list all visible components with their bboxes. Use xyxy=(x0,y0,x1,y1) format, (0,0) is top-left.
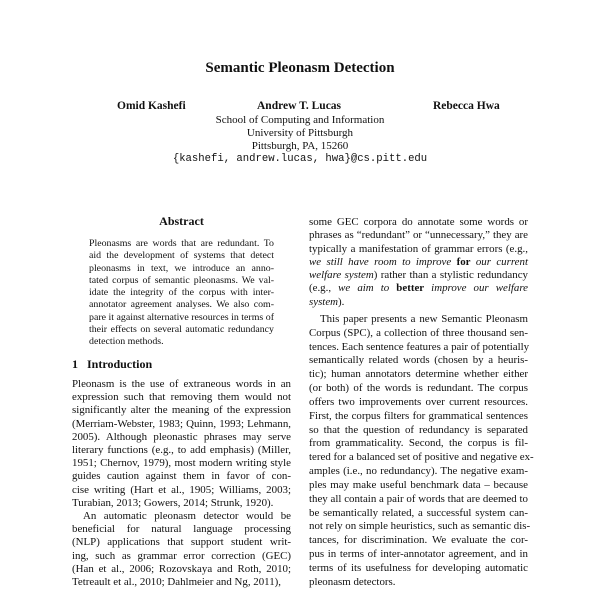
text-line: First, the corpus filters for grammatical sentences xyxy=(309,409,528,422)
text-line: (Merriam-Webster, 1983; Quinn, 1993; Lehmann, xyxy=(72,417,291,430)
text-span: ). xyxy=(338,295,345,308)
text-line: from grammaticality. Second, the corpus is fil- xyxy=(309,437,528,450)
text-line: not rely on simple heuristics, such as semantic dis- xyxy=(309,520,531,533)
text-line: Corpus (SPC), a collection of three thousand sen- xyxy=(309,326,528,339)
text-line: expression such that removing them would not xyxy=(72,391,291,404)
text-line: be semantically related, a successful system can- xyxy=(309,506,528,519)
text-line: (Han et al., 2006; Rozovskaya and Roth, 2010; xyxy=(72,562,291,575)
italic-example: we still have room to improve xyxy=(309,255,457,268)
text-line: idate the integrity of the corpus with inter- xyxy=(89,287,274,298)
text-line: ples may make useful benchmark data – because xyxy=(309,478,528,491)
text-line: offers two improvements over current resources. xyxy=(309,395,528,408)
text-line: (NLP) applications that support student writ- xyxy=(72,536,291,549)
bold-word: for xyxy=(456,255,471,268)
bold-word: better xyxy=(396,282,425,295)
text-line: tered for a balanced set of positive and negative ex- xyxy=(309,451,534,464)
text-line xyxy=(309,269,528,282)
text-line: tated corpus of semantic pleonasms. We val- xyxy=(89,274,274,286)
text-line: tic); human annotators determine whether either xyxy=(309,368,528,381)
section-heading-introduction: 1 Introduction xyxy=(72,357,153,371)
text-span: ) rather than a stylistic redundancy xyxy=(373,269,528,282)
abstract-body xyxy=(89,238,274,348)
author-name: Rebecca Hwa xyxy=(433,100,500,112)
text-span: (e.g., xyxy=(309,282,339,295)
text-line: terms of its usefulness for developing automatic xyxy=(309,561,528,574)
text-line: pare it against alternative resources in terms of xyxy=(89,311,274,323)
italic-example: system xyxy=(309,295,339,308)
abstract-heading: Abstract xyxy=(159,214,204,228)
text-line: pleonasm detectors. xyxy=(309,575,396,588)
text-line: typically a manifestation of grammar errors (e.g., xyxy=(309,242,528,255)
text-line: Turabian, 2013; Gowers, 2014; Strunk, 1920). xyxy=(72,496,274,509)
text-line: 2005). Although pleonastic phrases may serve xyxy=(72,430,291,443)
text-line: annotator agreement analyses. We also com- xyxy=(89,299,274,311)
text-line xyxy=(309,256,528,269)
text-line: cise writing (Hart et al., 1905; Williams, 2003; xyxy=(72,483,291,496)
italic-example: welfare system xyxy=(309,269,374,282)
text-line: ing, such as grammar error correction (GEC) xyxy=(72,549,291,562)
author-name: Andrew T. Lucas xyxy=(257,100,342,112)
text-line xyxy=(309,296,528,309)
italic-example: improve our welfare xyxy=(424,282,529,295)
affiliation-line: Pittsburgh, PA, 15260 xyxy=(251,140,349,152)
text-line: An automatic pleonasm detector would be xyxy=(83,510,291,522)
text-line: Pleonasms are words that are redundant. To xyxy=(89,238,274,249)
affiliation-line: University of Pittsburgh xyxy=(246,127,354,139)
text-line: phrases as “redundant” or “unnecessary,” they are xyxy=(309,229,528,242)
body-paragraph xyxy=(309,313,534,590)
text-line: detection methods. xyxy=(89,336,164,347)
paper-title: Semantic Pleonasm Detection xyxy=(205,60,395,76)
text-line: semantically related words (chosen by a heuris- xyxy=(309,354,528,367)
text-line: they all contain a pair of words that are deemed to xyxy=(309,492,528,505)
text-line: significantly alter the meaning of the expression xyxy=(72,404,291,417)
text-line: pus in terms of inter-annotator agreement, and in xyxy=(309,548,528,561)
intro-paragraph xyxy=(72,510,291,589)
affiliation-line: School of Computing and Information xyxy=(215,114,385,126)
text-line: some GEC corpora do annotate some words or xyxy=(309,216,528,228)
text-line: (or both) of the words is redundant. The corpus xyxy=(309,382,528,395)
text-line: pleonasms in text, we introduce an anno- xyxy=(89,262,274,274)
author-name: Omid Kashefi xyxy=(117,100,186,112)
text-line: guides caution against them in favor of con- xyxy=(72,470,291,483)
text-line: tances, for discrimination. We evaluate the cor- xyxy=(309,534,528,547)
text-line: 1951; Chernov, 1979), most modern writing style xyxy=(72,457,291,470)
italic-example: we aim to xyxy=(338,282,397,295)
text-line: literary functions (e.g., to add emphasis) (Miller, xyxy=(72,443,291,456)
italic-example: our current xyxy=(470,255,528,268)
text-line: tences. Each sentence features a pair of potentially xyxy=(309,340,530,353)
text-line: amples (i.e., no redundancy). The negative exam- xyxy=(309,465,528,478)
body-paragraph xyxy=(309,216,528,309)
text-line: This paper presents a new Semantic Pleonasm xyxy=(320,313,528,325)
text-line: Tetreault et al., 2010; Dahlmeier and Ng, 2011), xyxy=(72,575,282,588)
text-line: beneficial for natural language processing xyxy=(72,523,291,536)
text-line xyxy=(309,282,528,295)
text-line: Pleonasm is the use of extraneous words in an xyxy=(72,378,291,390)
text-line: their effects on several automatic redundancy xyxy=(89,323,274,335)
text-line: aid the development of systems that detect xyxy=(89,250,274,262)
text-line: so that the question of redundancy is separated xyxy=(309,423,528,436)
author-email: {kashefi, andrew.lucas, hwa}@cs.pitt.edu xyxy=(172,153,428,165)
intro-paragraph xyxy=(72,378,291,510)
